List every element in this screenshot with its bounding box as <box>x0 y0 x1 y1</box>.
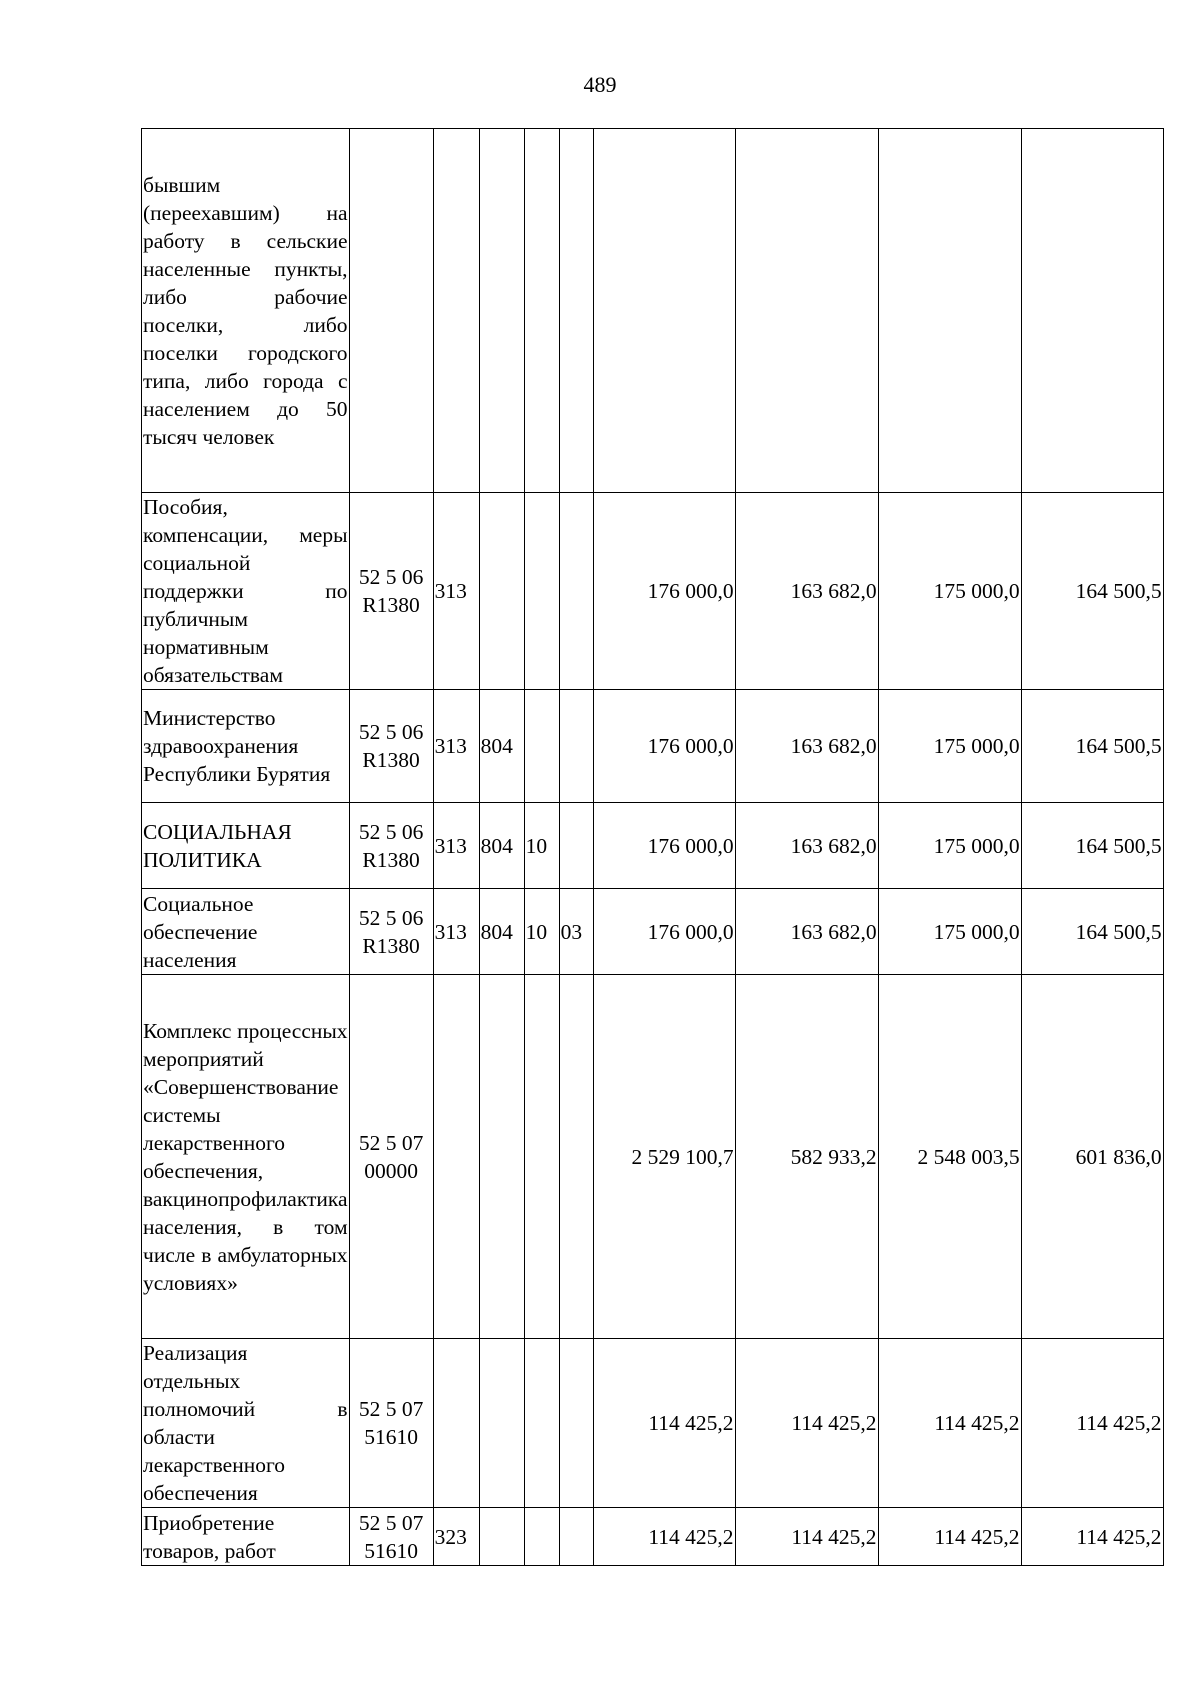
target-article-cell: 52 5 07 51610 <box>349 1339 433 1508</box>
table-row <box>142 1508 1164 1566</box>
value-cell <box>1021 129 1163 493</box>
expense-type-cell: 313 <box>433 493 479 690</box>
value-cell: 114 425,2 <box>735 1508 878 1566</box>
target-article-cell: 52 5 07 51610 <box>349 1508 433 1566</box>
section-cell <box>524 1339 559 1508</box>
value-cell: 114 425,2 <box>878 1339 1021 1508</box>
value-cell: 114 425,2 <box>593 1339 735 1508</box>
value-cell: 175 000,0 <box>878 690 1021 803</box>
target-article-cell <box>349 129 433 493</box>
value-cell: 114 425,2 <box>593 1508 735 1566</box>
expense-type-cell <box>433 1339 479 1508</box>
target-article-cell: 52 5 06 R1380 <box>349 690 433 803</box>
value-cell: 176 000,0 <box>593 889 735 975</box>
table-row <box>142 690 1164 803</box>
subsection-cell <box>559 1508 593 1566</box>
row-name-cell: Пособия, компенсации, меры социальной поддержки по публичным нормативным обязательствам <box>142 493 350 690</box>
expense-type-cell: 313 <box>433 690 479 803</box>
subsection-cell <box>559 690 593 803</box>
row-name-cell: бывшим (переехавшим) на работу в сельские населенные пункты, либо рабочие поселки, либо поселки городского типа, либо города с населением до 50 тысяч человек <box>142 129 350 493</box>
value-cell: 176 000,0 <box>593 493 735 690</box>
grbs-cell <box>479 1508 524 1566</box>
value-cell: 176 000,0 <box>593 803 735 889</box>
value-cell: 163 682,0 <box>735 690 878 803</box>
section-cell <box>524 690 559 803</box>
expense-type-cell: 313 <box>433 889 479 975</box>
section-cell <box>524 493 559 690</box>
value-cell: 2 529 100,7 <box>593 975 735 1339</box>
value-cell: 114 425,2 <box>1021 1339 1163 1508</box>
value-cell: 163 682,0 <box>735 803 878 889</box>
row-name-cell: Комплекс процессных мероприятий «Совершенствование системы лекарственного обеспечения, вакцинопрофилактика населения, в том числе в амбулаторных условиях» <box>142 975 350 1339</box>
subsection-cell: 03 <box>559 889 593 975</box>
value-cell: 175 000,0 <box>878 803 1021 889</box>
section-cell <box>524 975 559 1339</box>
value-cell: 114 425,2 <box>878 1508 1021 1566</box>
table-row <box>142 975 1164 1339</box>
row-name-cell: СОЦИАЛЬНАЯ ПОЛИТИКА <box>142 803 350 889</box>
grbs-cell: 804 <box>479 803 524 889</box>
subsection-cell <box>559 803 593 889</box>
expense-type-cell <box>433 129 479 493</box>
value-cell: 164 500,5 <box>1021 690 1163 803</box>
value-cell: 163 682,0 <box>735 493 878 690</box>
value-cell: 175 000,0 <box>878 493 1021 690</box>
grbs-cell <box>479 129 524 493</box>
target-article-cell: 52 5 06 R1380 <box>349 889 433 975</box>
grbs-cell <box>479 975 524 1339</box>
section-cell <box>524 129 559 493</box>
expense-type-cell <box>433 975 479 1339</box>
target-article-cell: 52 5 07 00000 <box>349 975 433 1339</box>
table-row <box>142 129 1164 493</box>
row-name-cell: Реализация отдельных полномочий в области лекарственного обеспечения <box>142 1339 350 1508</box>
section-cell: 10 <box>524 803 559 889</box>
table-row <box>142 803 1164 889</box>
value-cell <box>878 129 1021 493</box>
expense-type-cell: 323 <box>433 1508 479 1566</box>
budget-table <box>141 128 1164 1566</box>
value-cell: 601 836,0 <box>1021 975 1163 1339</box>
table-row <box>142 889 1164 975</box>
section-cell <box>524 1508 559 1566</box>
value-cell: 164 500,5 <box>1021 803 1163 889</box>
expense-type-cell: 313 <box>433 803 479 889</box>
row-name-cell: Министерство здравоохранения Республики Бурятия <box>142 690 350 803</box>
row-name-cell: Приобретение товаров, работ <box>142 1508 350 1566</box>
value-cell: 2 548 003,5 <box>878 975 1021 1339</box>
value-cell <box>735 129 878 493</box>
section-cell: 10 <box>524 889 559 975</box>
value-cell: 164 500,5 <box>1021 493 1163 690</box>
grbs-cell <box>479 1339 524 1508</box>
value-cell: 175 000,0 <box>878 889 1021 975</box>
target-article-cell: 52 5 06 R1380 <box>349 803 433 889</box>
grbs-cell <box>479 493 524 690</box>
grbs-cell: 804 <box>479 690 524 803</box>
value-cell: 114 425,2 <box>1021 1508 1163 1566</box>
subsection-cell <box>559 129 593 493</box>
target-article-cell: 52 5 06 R1380 <box>349 493 433 690</box>
grbs-cell: 804 <box>479 889 524 975</box>
value-cell <box>593 129 735 493</box>
page-number: 489 <box>583 72 617 97</box>
value-cell: 164 500,5 <box>1021 889 1163 975</box>
subsection-cell <box>559 1339 593 1508</box>
value-cell: 114 425,2 <box>735 1339 878 1508</box>
table-row <box>142 493 1164 690</box>
row-name-cell: Социальное обеспечение населения <box>142 889 350 975</box>
subsection-cell <box>559 975 593 1339</box>
value-cell: 176 000,0 <box>593 690 735 803</box>
value-cell: 582 933,2 <box>735 975 878 1339</box>
subsection-cell <box>559 493 593 690</box>
table-row <box>142 1339 1164 1508</box>
value-cell: 163 682,0 <box>735 889 878 975</box>
